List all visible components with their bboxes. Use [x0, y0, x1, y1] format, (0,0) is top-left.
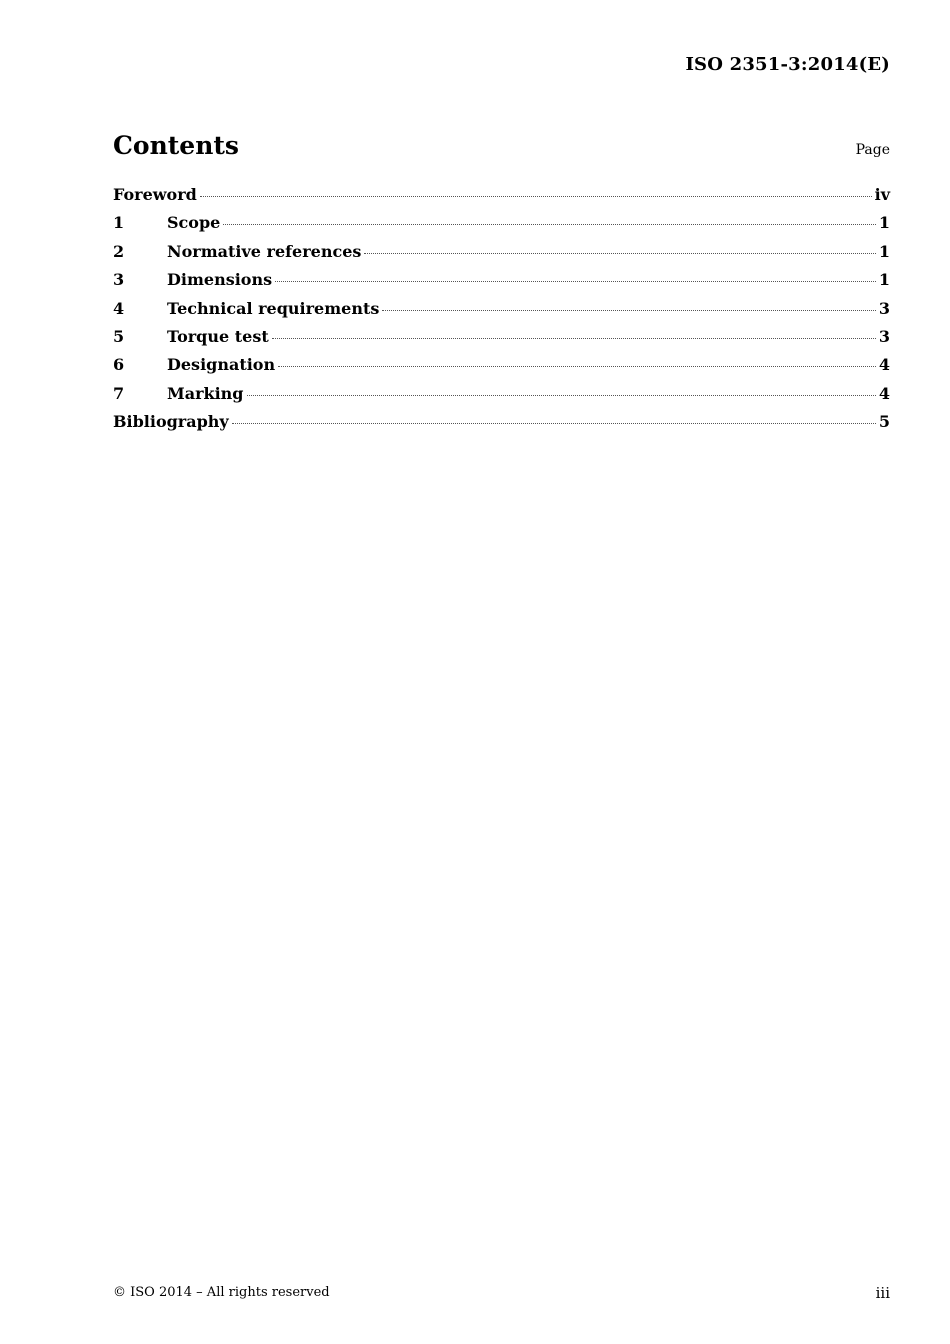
toc-entry-page: 1: [878, 213, 890, 233]
toc-entry-page: 3: [878, 298, 890, 318]
toc-entry-number: 1: [113, 213, 125, 233]
toc-entry-page: 5: [878, 412, 890, 432]
toc-entry-bibliography[interactable]: [113, 412, 890, 440]
toc-entry-torque-test[interactable]: [113, 327, 890, 355]
toc-entry-normative-references[interactable]: [113, 242, 890, 270]
toc-entry-title: Designation: [167, 355, 276, 375]
toc-entry-title: Technical requirements: [167, 298, 380, 318]
toc-entry-title: Torque test: [167, 326, 269, 346]
toc-entry-number: 5: [113, 326, 125, 346]
toc-entry-number: 6: [113, 355, 125, 375]
toc-entry-title: Normative references: [167, 241, 362, 261]
toc-entry-title: Scope: [167, 213, 221, 233]
toc-entry-number: 4: [113, 298, 125, 318]
toc-dot-leader: [232, 423, 876, 424]
toc-dot-leader: [278, 366, 876, 367]
toc-entry-marking[interactable]: [113, 384, 890, 412]
toc-entry-number: 2: [113, 241, 125, 261]
toc-entry-foreword[interactable]: [113, 185, 890, 213]
toc-entry-number: 3: [113, 270, 125, 290]
toc-dot-leader: [272, 338, 876, 339]
document-id: ISO 2351-3:2014(E): [685, 54, 890, 75]
toc-entry-dimensions[interactable]: [113, 270, 890, 298]
toc-dot-leader: [275, 281, 876, 282]
toc-entry-page: 1: [878, 270, 890, 290]
table-of-contents: [113, 185, 890, 441]
footer-page-number: iii: [875, 1284, 890, 1302]
toc-entry-number: 7: [113, 383, 125, 403]
toc-entry-title: Marking: [167, 383, 244, 403]
toc-entry-title: Dimensions: [167, 270, 273, 290]
toc-entry-page: 3: [878, 326, 890, 346]
toc-entry-designation[interactable]: [113, 355, 890, 383]
toc-dot-leader: [247, 395, 876, 396]
toc-entry-page: 4: [878, 383, 890, 403]
toc-dot-leader: [200, 196, 872, 197]
toc-entry-page: iv: [874, 185, 890, 204]
toc-dot-leader: [223, 224, 876, 225]
toc-entry-technical-requirements[interactable]: [113, 299, 890, 327]
toc-dot-leader: [364, 253, 875, 254]
page-column-label: Page: [855, 142, 890, 158]
toc-dot-leader: [382, 310, 876, 311]
toc-entry-page: 1: [878, 241, 890, 261]
toc-entry-title: Foreword: [113, 185, 197, 204]
footer-copyright: © ISO 2014 – All rights reserved: [113, 1285, 330, 1300]
toc-entry-page: 4: [878, 355, 890, 375]
toc-entry-title: Bibliography: [113, 412, 229, 432]
contents-heading: Contents: [113, 131, 240, 160]
toc-entry-scope[interactable]: [113, 213, 890, 241]
